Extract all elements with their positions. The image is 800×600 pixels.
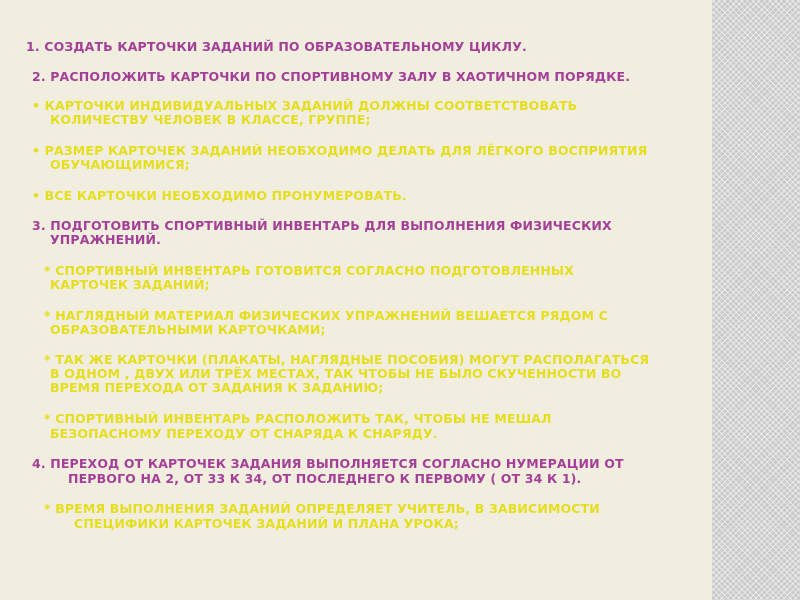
star-equipment-line-1: * СПОРТИВНЫЙ ИНВЕНТАРЬ ГОТОВИТСЯ СОГЛАСНО ПОДГОТОВЛЕННЫХ <box>44 263 574 278</box>
star-execution-time-line-2: СПЕЦИФИКИ КАРТОЧЕК ЗАДАНИЙ И ПЛАНА УРОКА; <box>74 516 459 531</box>
star-cards-placement-line-2: В ОДНОМ , ДВУХ ИЛИ ТРЁХ МЕСТАХ, ТАК ЧТОБЫ НЕ БЫЛО СКУЧЕННОСТИ ВО <box>50 366 622 381</box>
bullet-card-size-line-2: ОБУЧАЮЩИМИСЯ; <box>50 157 190 172</box>
bullet-cards-count-line-1: • КАРТОЧКИ ИНДИВИДУАЛЬНЫХ ЗАДАНИЙ ДОЛЖНЫ СООТВЕТСТВОВАТЬ <box>32 98 578 113</box>
item-3-line-1: 3. ПОДГОТОВИТЬ СПОРТИВНЫЙ ИНВЕНТАРЬ ДЛЯ ВЫПОЛНЕНИЯ ФИЗИЧЕСКИХ <box>32 218 612 233</box>
side-stripe-decoration <box>712 0 800 600</box>
item-4-line-1: 4. ПЕРЕХОД ОТ КАРТОЧЕК ЗАДАНИЯ ВЫПОЛНЯЕТСЯ СОГЛАСНО НУМЕРАЦИИ ОТ <box>32 456 624 471</box>
item-4-line-2: ПЕРВОГО НА 2, ОТ 33 К 34, ОТ ПОСЛЕДНЕГО К ПЕРВОМУ ( ОТ 34 К 1). <box>68 471 582 486</box>
bullet-card-size-line-1: • РАЗМЕР КАРТОЧЕК ЗАДАНИЙ НЕОБХОДИМО ДЕЛАТЬ ДЛЯ ЛЁГКОГО ВОСПРИЯТИЯ <box>32 143 648 158</box>
star-visual-material-line-1: * НАГЛЯДНЫЙ МАТЕРИАЛ ФИЗИЧЕСКИХ УПРАЖНЕНИЙ ВЕШАЕТСЯ РЯДОМ С <box>44 308 608 323</box>
item-3-line-2: УПРАЖНЕНИЙ. <box>50 232 162 247</box>
bullet-numbering-line-1: • ВСЕ КАРТОЧКИ НЕОБХОДИМО ПРОНУМЕРОВАТЬ. <box>32 188 407 203</box>
star-visual-material-line-2: ОБРАЗОВАТЕЛЬНЫМИ КАРТОЧКАМИ; <box>50 322 326 337</box>
star-cards-placement-line-1: * ТАК ЖЕ КАРТОЧКИ (ПЛАКАТЫ, НАГЛЯДНЫЕ ПОСОБИЯ) МОГУТ РАСПОЛАГАТЬСЯ <box>44 352 650 367</box>
star-equipment-arrangement-line-1: * СПОРТИВНЫЙ ИНВЕНТАРЬ РАСПОЛОЖИТЬ ТАК, ЧТОБЫ НЕ МЕШАЛ <box>44 411 552 426</box>
item-2-line-1: 2. РАСПОЛОЖИТЬ КАРТОЧКИ ПО СПОРТИВНОМУ ЗАЛУ В ХАОТИЧНОМ ПОРЯДКЕ. <box>32 69 631 84</box>
item-1-line-1: 1. СОЗДАТЬ КАРТОЧКИ ЗАДАНИЙ ПО ОБРАЗОВАТЕЛЬНОМУ ЦИКЛУ. <box>26 39 527 54</box>
star-equipment-arrangement-line-2: БЕЗОПАСНОМУ ПЕРЕХОДУ ОТ СНАРЯДА К СНАРЯДУ. <box>50 426 438 441</box>
star-cards-placement-line-3: ВРЕМЯ ПЕРЕХОДА ОТ ЗАДАНИЯ К ЗАДАНИЮ; <box>50 380 384 395</box>
bullet-cards-count-line-2: КОЛИЧЕСТВУ ЧЕЛОВЕК В КЛАССЕ, ГРУППЕ; <box>50 112 371 127</box>
star-equipment-line-2: КАРТОЧЕК ЗАДАНИЙ; <box>50 277 210 292</box>
star-execution-time-line-1: * ВРЕМЯ ВЫПОЛНЕНИЯ ЗАДАНИЙ ОПРЕДЕЛЯЕТ УЧИТЕЛЬ, В ЗАВИСИМОСТИ <box>44 501 600 516</box>
